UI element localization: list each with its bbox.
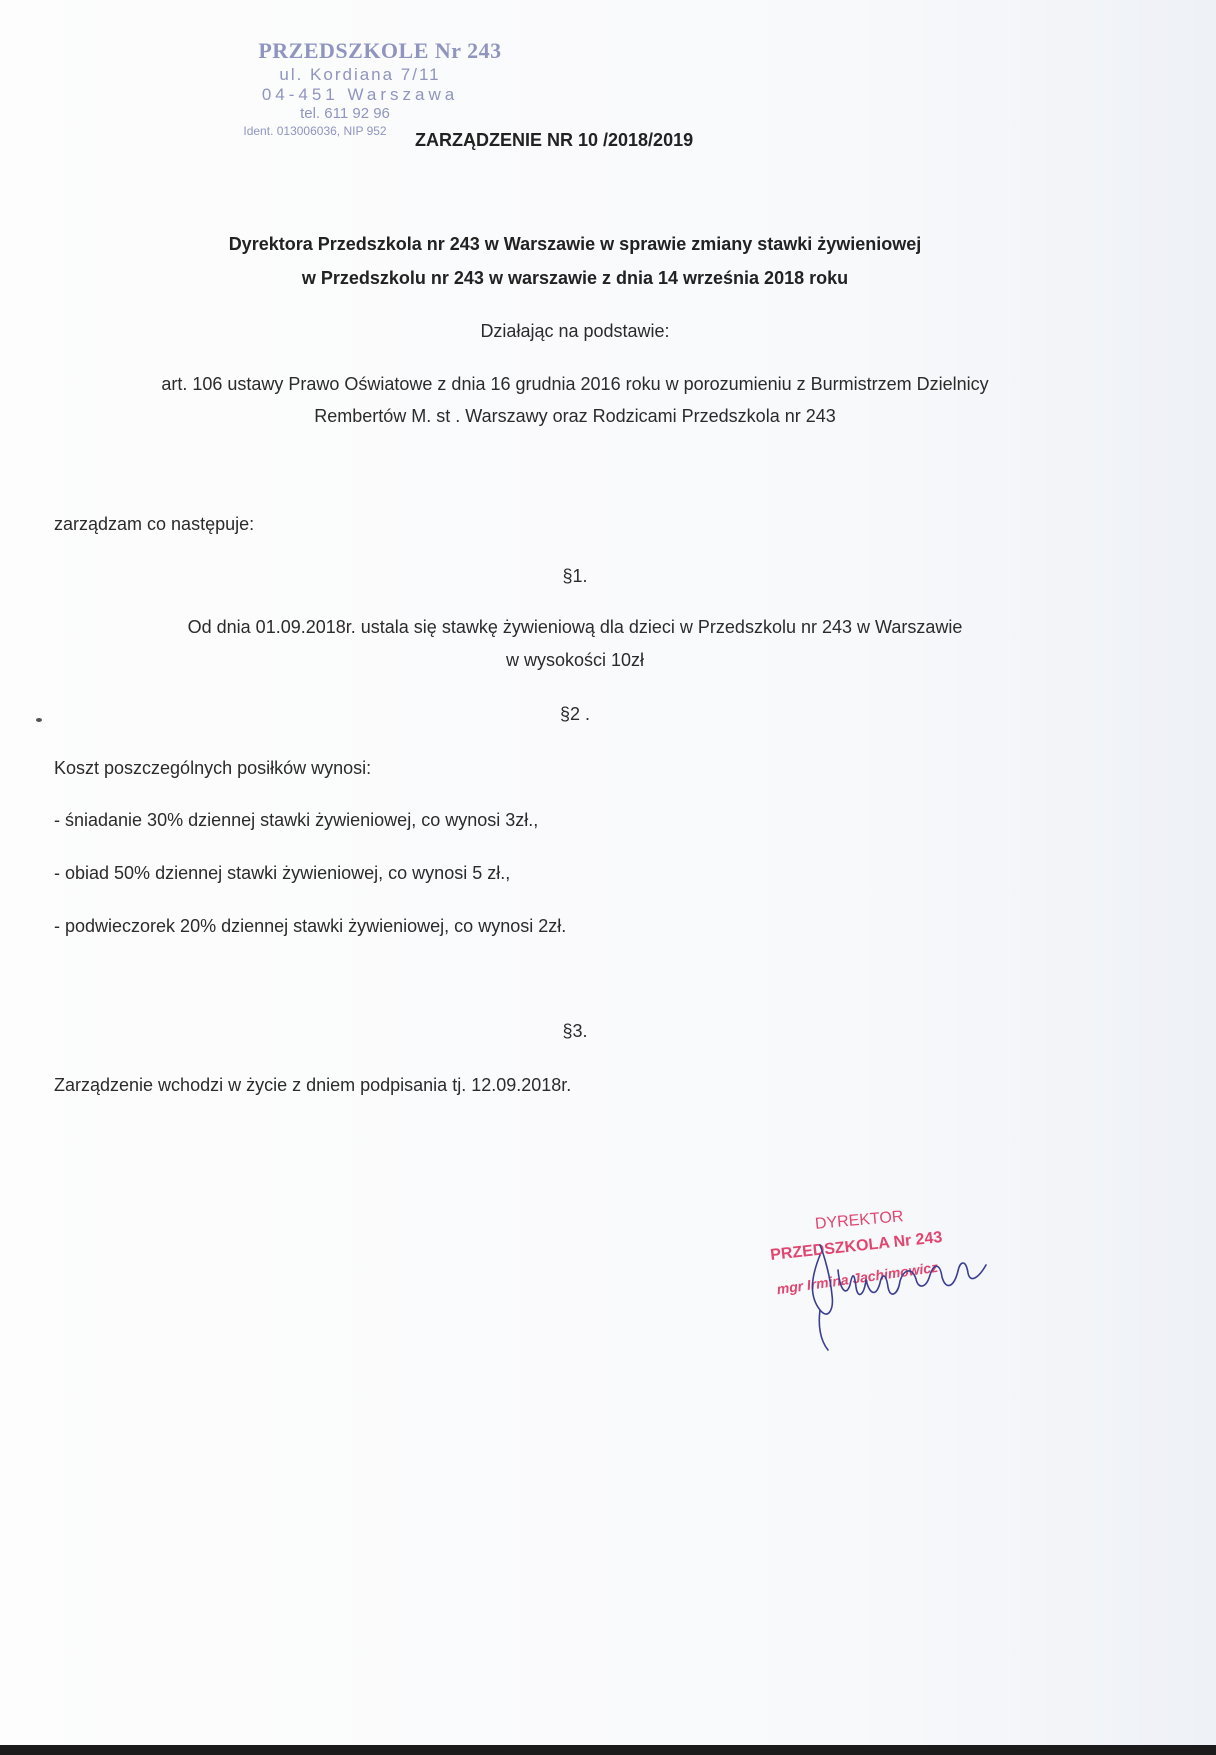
institution-stamp	[200, 40, 520, 137]
section-2-intro: Koszt poszczególnych posiłków wynosi:	[54, 758, 372, 778]
section-2-heading: §2 .	[559, 704, 591, 724]
section-1-heading: §1.	[562, 566, 588, 586]
stamp-line-name: PRZEDSZKOLE Nr 243	[258, 38, 502, 63]
meal-item-snack: - podwieczorek 20% dziennej stawki żywieniowej, co wynosi 2zł.	[54, 916, 567, 936]
director-stamp-institution: PRZEDSZKOLA Nr 243	[769, 1229, 944, 1264]
section-3-text: Zarządzenie wchodzi w życie z dniem podpisania tj. 12.09.2018r.	[54, 1075, 572, 1095]
stamp-line-ident: Ident. 013006036, NIP 952	[243, 124, 387, 138]
stamp-line-street: ul. Kordiana 7/11	[279, 65, 441, 84]
section-3-heading: §3.	[562, 1021, 588, 1041]
section-1-line-1: Od dnia 01.09.2018r. ustala się stawkę żywieniową dla dzieci w Przedszkolu nr 243 w Warszawie	[187, 617, 963, 637]
subtitle-line-1: Dyrektora Przedszkola nr 243 w Warszawie w sprawie zmiany stawki żywieniowej	[228, 234, 922, 254]
meal-item-breakfast: - śniadanie 30% dziennej stawki żywieniowej, co wynosi 3zł.,	[54, 810, 539, 830]
basis-line-1: art. 106 ustawy Prawo Oświatowe z dnia 16 grudnia 2016 roku w porozumieniu z Burmistrzem Dzielnicy	[161, 374, 989, 394]
subtitle-line-2: w Przedszkolu nr 243 w warszawie z dnia 14 września 2018 roku	[301, 268, 849, 288]
basis-intro: Działając na podstawie:	[480, 321, 670, 341]
order-intro: zarządzam co następuje:	[54, 514, 255, 534]
director-stamp-title: DYREKTOR	[814, 1208, 905, 1233]
scan-edge	[0, 1745, 1216, 1755]
scan-speck	[36, 718, 42, 722]
handwritten-signature	[790, 1215, 1010, 1355]
director-stamp-name: mgr Irmina Jachimowicz	[775, 1258, 939, 1298]
section-1-line-2: w wysokości 10zł	[505, 650, 645, 670]
stamp-line-phone: tel. 611 92 96	[300, 105, 390, 122]
meal-item-lunch: - obiad 50% dziennej stawki żywieniowej, co wynosi 5 zł.,	[54, 863, 511, 883]
document-title: ZARZĄDZENIE NR 10 /2018/2019	[415, 130, 694, 150]
basis-line-2: Rembertów M. st . Warszawy oraz Rodzicami Przedszkola nr 243	[314, 406, 836, 426]
stamp-line-city: 04-451 Warszawa	[261, 85, 459, 104]
